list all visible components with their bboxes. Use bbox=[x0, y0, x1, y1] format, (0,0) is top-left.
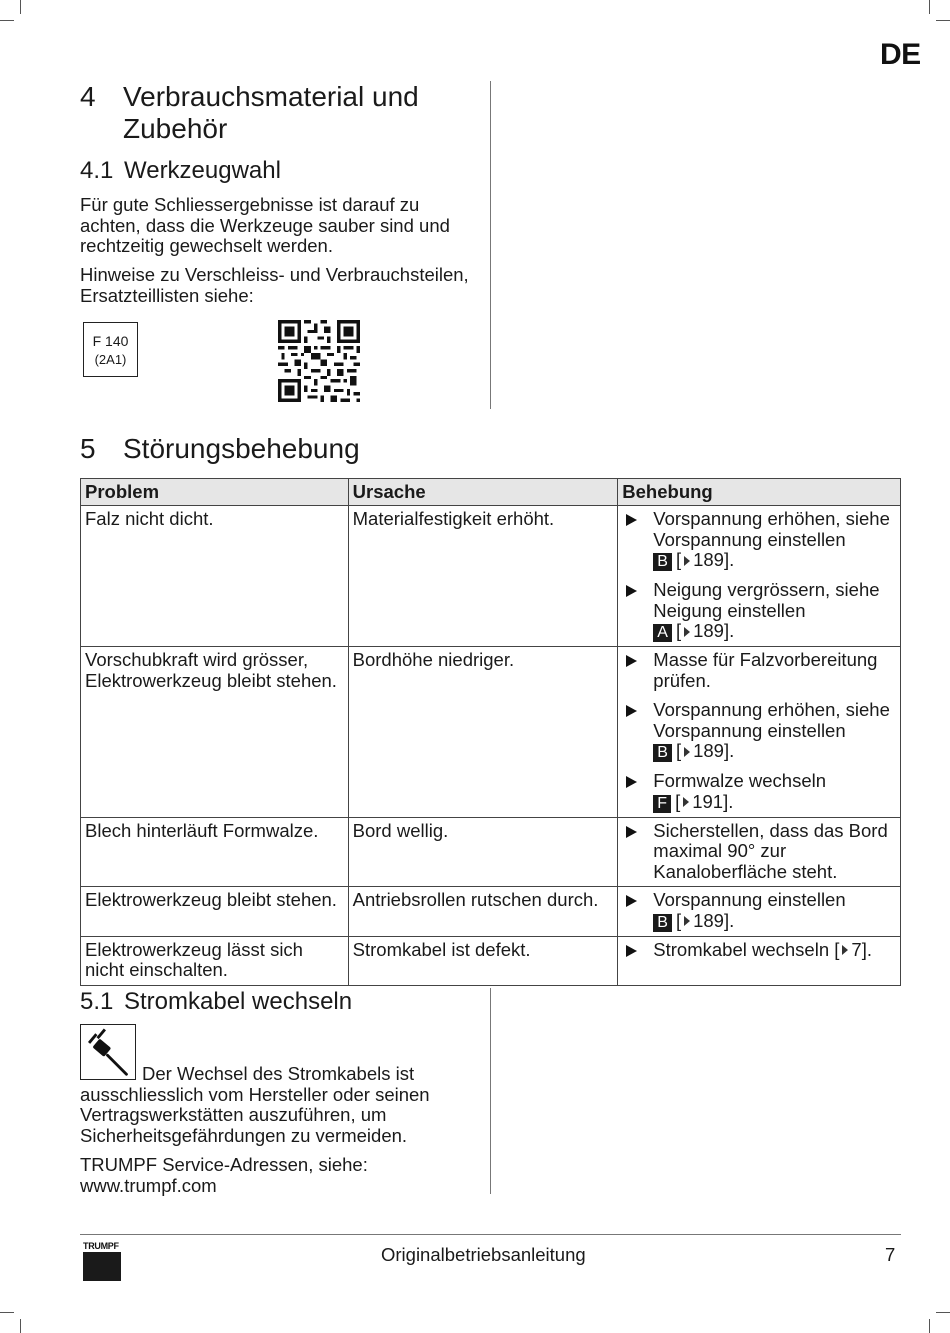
remedy-cell bbox=[618, 506, 901, 647]
page-ref-arrow-icon bbox=[683, 797, 689, 807]
footer-rule bbox=[80, 1234, 901, 1235]
crop-mark bbox=[929, 0, 930, 14]
step-arrow-icon bbox=[626, 776, 637, 788]
qr-code-icon[interactable] bbox=[278, 320, 360, 402]
cause-cell: Antriebsrollen rutschen durch. bbox=[348, 887, 618, 937]
page-ref-arrow-icon bbox=[684, 556, 690, 566]
paragraph-service-addresses: TRUMPF Service-Adressen, siehe: www.trumpf.com bbox=[80, 1154, 368, 1196]
step-arrow-icon bbox=[626, 826, 637, 838]
step-text: Vorspannung erhöhen, siehe Vorspannung einstellen bbox=[653, 508, 890, 550]
remedy-step bbox=[622, 821, 896, 883]
reference-box bbox=[83, 322, 138, 377]
crop-mark bbox=[20, 0, 21, 14]
step-text: Vorspannung einstellen bbox=[653, 889, 846, 910]
table-header-row bbox=[81, 479, 901, 506]
remedy-step: Vorspannung erhöhen, siehe Vorspannung einstellen B [ 189]. bbox=[622, 509, 896, 571]
page-reference[interactable]: 191]. bbox=[692, 790, 734, 812]
step-text: Neigung vergrössern, siehe Neigung einstellen bbox=[653, 579, 880, 621]
page-ref-arrow-icon bbox=[684, 747, 690, 757]
cause-cell: Materialfestigkeit erhöht. bbox=[348, 506, 618, 647]
cause-cell: Stromkabel ist defekt. bbox=[348, 936, 618, 985]
figure-tag: B bbox=[653, 744, 672, 762]
problem-cell: Blech hinterläuft Formwalze. bbox=[81, 817, 349, 887]
crop-mark bbox=[929, 1319, 930, 1333]
column-divider bbox=[490, 81, 491, 409]
subsection-title: Stromkabel wechseln bbox=[124, 988, 353, 1015]
brand-logo-text: TRUMPF bbox=[83, 1241, 119, 1251]
problem-cell: Vorschubkraft wird grösser, Elektrowerkzeug bleibt stehen. bbox=[81, 647, 349, 818]
section-number: 4 bbox=[80, 81, 96, 112]
crop-mark bbox=[936, 20, 950, 21]
step-text: Masse für Falzvorbereitung prüfen. bbox=[653, 649, 878, 691]
step-text: Sicherstellen, dass das Bord maximal 90° zur Kanaloberfläche steht. bbox=[653, 819, 888, 882]
table-row bbox=[81, 506, 901, 647]
section-title: Störungsbehebung bbox=[123, 433, 360, 464]
section-5-heading bbox=[80, 433, 480, 467]
page-ref-arrow-icon bbox=[842, 945, 848, 955]
column-header-cause: Ursache bbox=[348, 479, 618, 506]
troubleshooting-table bbox=[80, 478, 901, 986]
crop-mark bbox=[20, 1319, 21, 1333]
table-row bbox=[81, 936, 901, 985]
page-reference[interactable]: 189]. bbox=[693, 740, 735, 761]
crop-mark bbox=[0, 20, 14, 21]
footer-title: Originalbetriebsanleitung bbox=[381, 1244, 586, 1265]
remedy-step: Stromkabel wechseln [ 7]. bbox=[622, 940, 896, 961]
paragraph-cable-change bbox=[80, 1064, 460, 1146]
cause-cell: Bord wellig. bbox=[348, 817, 618, 887]
page-reference[interactable]: 189]. bbox=[693, 549, 735, 570]
figure-tag: B bbox=[653, 914, 672, 932]
cause-cell: Bordhöhe niedriger. bbox=[348, 647, 618, 818]
reference-code: F 140 bbox=[92, 333, 129, 349]
remedy-step bbox=[622, 650, 896, 691]
step-text: Vorspannung erhöhen, siehe Vorspannung einstellen bbox=[653, 699, 890, 741]
remedy-cell bbox=[618, 887, 901, 937]
step-arrow-icon bbox=[626, 514, 637, 526]
paragraph-wear-parts: Hinweise zu Verschleiss- und Verbrauchsteilen, Ersatzteillisten siehe: bbox=[80, 264, 469, 306]
crop-mark bbox=[936, 1312, 950, 1313]
step-text: Formwalze wechseln bbox=[653, 770, 827, 791]
remedy-step: Neigung vergrössern, siehe Neigung einstellen A [ 189]. bbox=[622, 580, 896, 642]
brand-logo bbox=[83, 1252, 121, 1281]
remedy-cell bbox=[618, 817, 901, 887]
subsection-number: 4.1 bbox=[80, 157, 114, 184]
figure-tag: A bbox=[653, 624, 672, 642]
remedy-cell bbox=[618, 936, 901, 985]
subsection-number: 5.1 bbox=[80, 988, 114, 1015]
table-row bbox=[81, 647, 901, 818]
remedy-step: Vorspannung einstellen B [ 189]. bbox=[622, 890, 896, 932]
figure-tag: F bbox=[653, 795, 671, 813]
page-reference[interactable]: 7]. bbox=[851, 938, 872, 960]
remedy-step: Formwalze wechseln F [ 191]. bbox=[622, 771, 896, 813]
page-reference[interactable]: 189]. bbox=[693, 620, 735, 641]
table-row bbox=[81, 887, 901, 937]
section-number: 5 bbox=[80, 433, 96, 464]
step-arrow-icon bbox=[626, 895, 637, 907]
table-row bbox=[81, 817, 901, 887]
paragraph-tool-selection: Für gute Schliessergebnisse ist darauf zu achten, dass die Werkzeuge sauber sind und rechtzeitig gewechselt werden. bbox=[80, 194, 450, 256]
problem-cell: Elektrowerkzeug lässt sich nicht einschalten. bbox=[81, 936, 349, 985]
figure-tag: B bbox=[653, 553, 672, 571]
step-arrow-icon bbox=[626, 945, 637, 957]
step-arrow-icon bbox=[626, 655, 637, 667]
subsection-title: Werkzeugwahl bbox=[124, 157, 281, 184]
section-4-heading bbox=[80, 81, 480, 147]
column-divider bbox=[490, 988, 491, 1194]
problem-cell: Falz nicht dicht. bbox=[81, 506, 349, 647]
section-title: Verbrauchsmaterial und Zubehör bbox=[123, 81, 419, 144]
page-ref-arrow-icon bbox=[684, 627, 690, 637]
page-reference[interactable]: 189]. bbox=[693, 909, 735, 931]
page-number: 7 bbox=[885, 1244, 896, 1265]
crop-mark bbox=[0, 1312, 14, 1313]
remedy-step: Vorspannung erhöhen, siehe Vorspannung einstellen B [ 189]. bbox=[622, 700, 896, 762]
step-arrow-icon bbox=[626, 585, 637, 597]
page-ref-arrow-icon bbox=[684, 916, 690, 926]
problem-cell: Elektrowerkzeug bleibt stehen. bbox=[81, 887, 349, 937]
column-header-remedy: Behebung bbox=[618, 479, 901, 506]
cable-change-text: Der Wechsel des Stromkabels ist ausschliesslich vom Hersteller oder seinen Vertragswerkstätten auszuführen, um Sicherheitsgefährdungen zu vermeiden. bbox=[80, 1063, 430, 1146]
remedy-cell bbox=[618, 647, 901, 818]
step-arrow-icon bbox=[626, 705, 637, 717]
column-header-problem: Problem bbox=[81, 479, 349, 506]
step-text: Stromkabel wechseln bbox=[653, 938, 830, 960]
reference-subcode: (2A1) bbox=[94, 352, 127, 367]
language-tag: DE bbox=[880, 38, 921, 71]
